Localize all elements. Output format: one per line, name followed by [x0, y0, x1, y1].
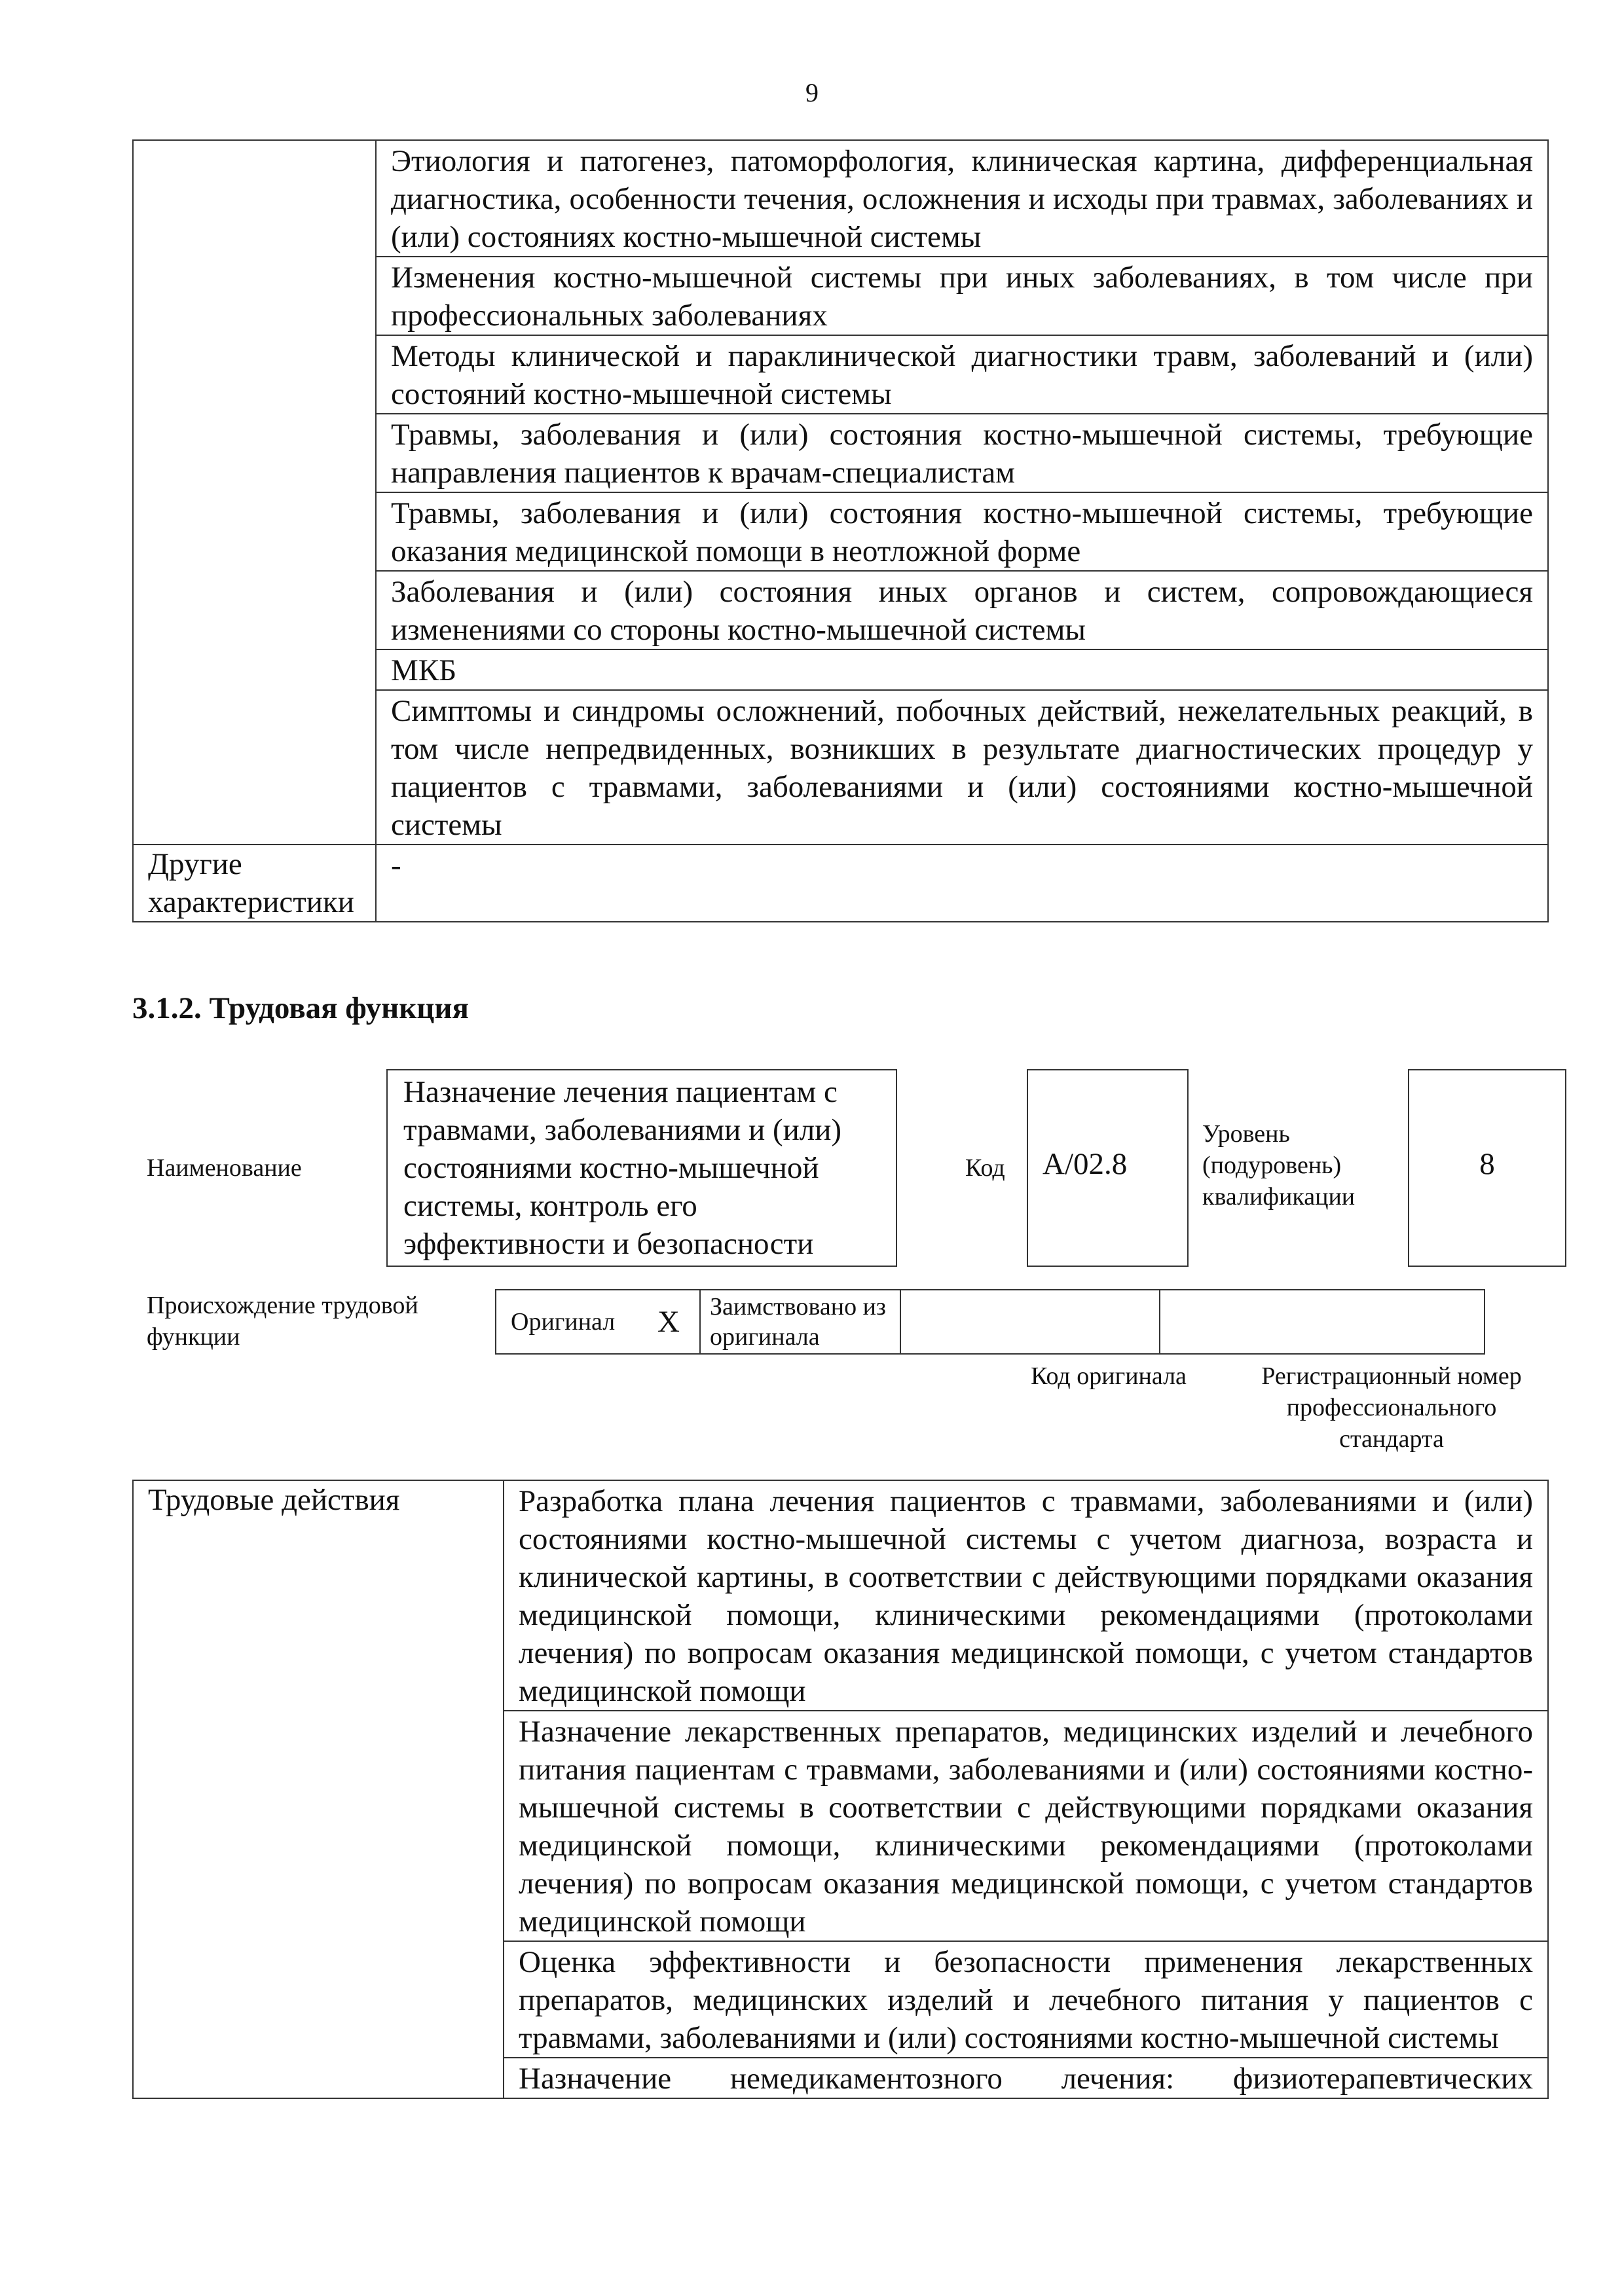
code-label: Код — [965, 1154, 1005, 1182]
knowledge-item: Этиология и патогенез, патоморфология, клиническая картина, дифференциальная диагностика, особенности течения, осложнения и исходы при травмах, заболеваниях и (или) состояниях костно-мышечной системы — [376, 140, 1548, 257]
level-box — [1408, 1069, 1566, 1267]
origin-table — [495, 1289, 1485, 1355]
code-value: A/02.8 — [1043, 1147, 1128, 1181]
original-mark: X — [638, 1290, 700, 1354]
name-value-box — [386, 1069, 897, 1267]
knowledge-item: Изменения костно-мышечной системы при иных заболеваниях, в том числе при профессиональных заболеваниях — [376, 257, 1548, 335]
table-row — [133, 1480, 1548, 1711]
table-row — [133, 845, 1548, 922]
original-code-label: Код оригинала — [1031, 1362, 1187, 1390]
knowledge-item: МКБ — [376, 649, 1548, 690]
knowledge-table — [132, 139, 1549, 922]
name-value: Назначение лечения пациентам с травмами, заболеваниями и (или) состояниями костно-мышечной системы, контроль его эффективности и безопасности — [403, 1075, 842, 1261]
action-item: Назначение немедикаментозного лечения: физиотерапевтических — [504, 2058, 1548, 2098]
knowledge-item: Заболевания и (или) состояния иных органов и систем, сопровождающиеся изменениями со стороны костно-мышечной системы — [376, 571, 1548, 649]
page-number: 9 — [805, 78, 819, 107]
other-characteristics-value: - — [376, 845, 1548, 922]
origin-label: Происхождение трудовой функции — [147, 1292, 418, 1351]
action-item: Назначение лекарственных препаратов, медицинских изделий и лечебного питания пациентам с травмами, заболеваниями и (или) состояниями костно-мышечной системы в соответствии с действующими порядками оказания медицинской помощи, клиническими рекомендациями (протоколами лечения) по вопросам оказания медицинской помощи, с учетом стандартов медицинской помощи — [504, 1711, 1548, 1941]
borrowed-label: Заимствовано из оригинала — [700, 1290, 900, 1354]
knowledge-label-cell — [133, 140, 376, 845]
knowledge-item: Травмы, заболевания и (или) состояния костно-мышечной системы, требующие направления пациентов к врачам-специалистам — [376, 414, 1548, 492]
reg-number-cell — [1160, 1290, 1485, 1354]
code-box — [1027, 1069, 1189, 1267]
other-characteristics-label: Другие характеристики — [133, 845, 376, 922]
actions-label: Трудовые действия — [133, 1480, 504, 2098]
action-item: Разработка плана лечения пациентов с травмами, заболеваниями и (или) состояниями костно-мышечной системы с учетом диагноза, возраста и клинической картины, в соответствии с действующими порядками оказания медицинской помощи, клиническими рекомендациями (протоколами лечения) по вопросам оказания медицинской помощи, с учетом стандартов медицинской помощи — [504, 1480, 1548, 1711]
level-label: Уровень (подуровень) квалификации — [1202, 1120, 1356, 1211]
name-label: Наименование — [147, 1154, 302, 1182]
knowledge-item: Травмы, заболевания и (или) состояния костно-мышечной системы, требующие оказания медицинской помощи в неотложной форме — [376, 492, 1548, 571]
level-value: 8 — [1479, 1147, 1495, 1181]
table-row — [133, 140, 1548, 257]
original-code-cell — [900, 1290, 1160, 1354]
action-item: Оценка эффективности и безопасности применения лекарственных препаратов, медицинских изделий и лечебного питания у пациентов с травмами, заболеваниями и (или) состояниями костно-мышечной системы — [504, 1941, 1548, 2058]
actions-table — [132, 1480, 1549, 2099]
original-label: Оригинал — [496, 1290, 638, 1354]
knowledge-item: Методы клинической и параклинической диагностики травм, заболеваний и (или) состояний костно-мышечной системы — [376, 335, 1548, 414]
reg-number-label: Регистрационный номер профессионального стандарта — [1261, 1362, 1522, 1453]
section-title: 3.1.2. Трудовая функция — [132, 991, 469, 1025]
knowledge-item: Симптомы и синдромы осложнений, побочных действий, нежелательных реакций, в том числе непредвиденных, возникших в результате диагностических процедур у пациентов с травмами, заболеваниями и (или) состояниями костно-мышечной системы — [376, 690, 1548, 845]
table-row — [496, 1290, 1485, 1354]
